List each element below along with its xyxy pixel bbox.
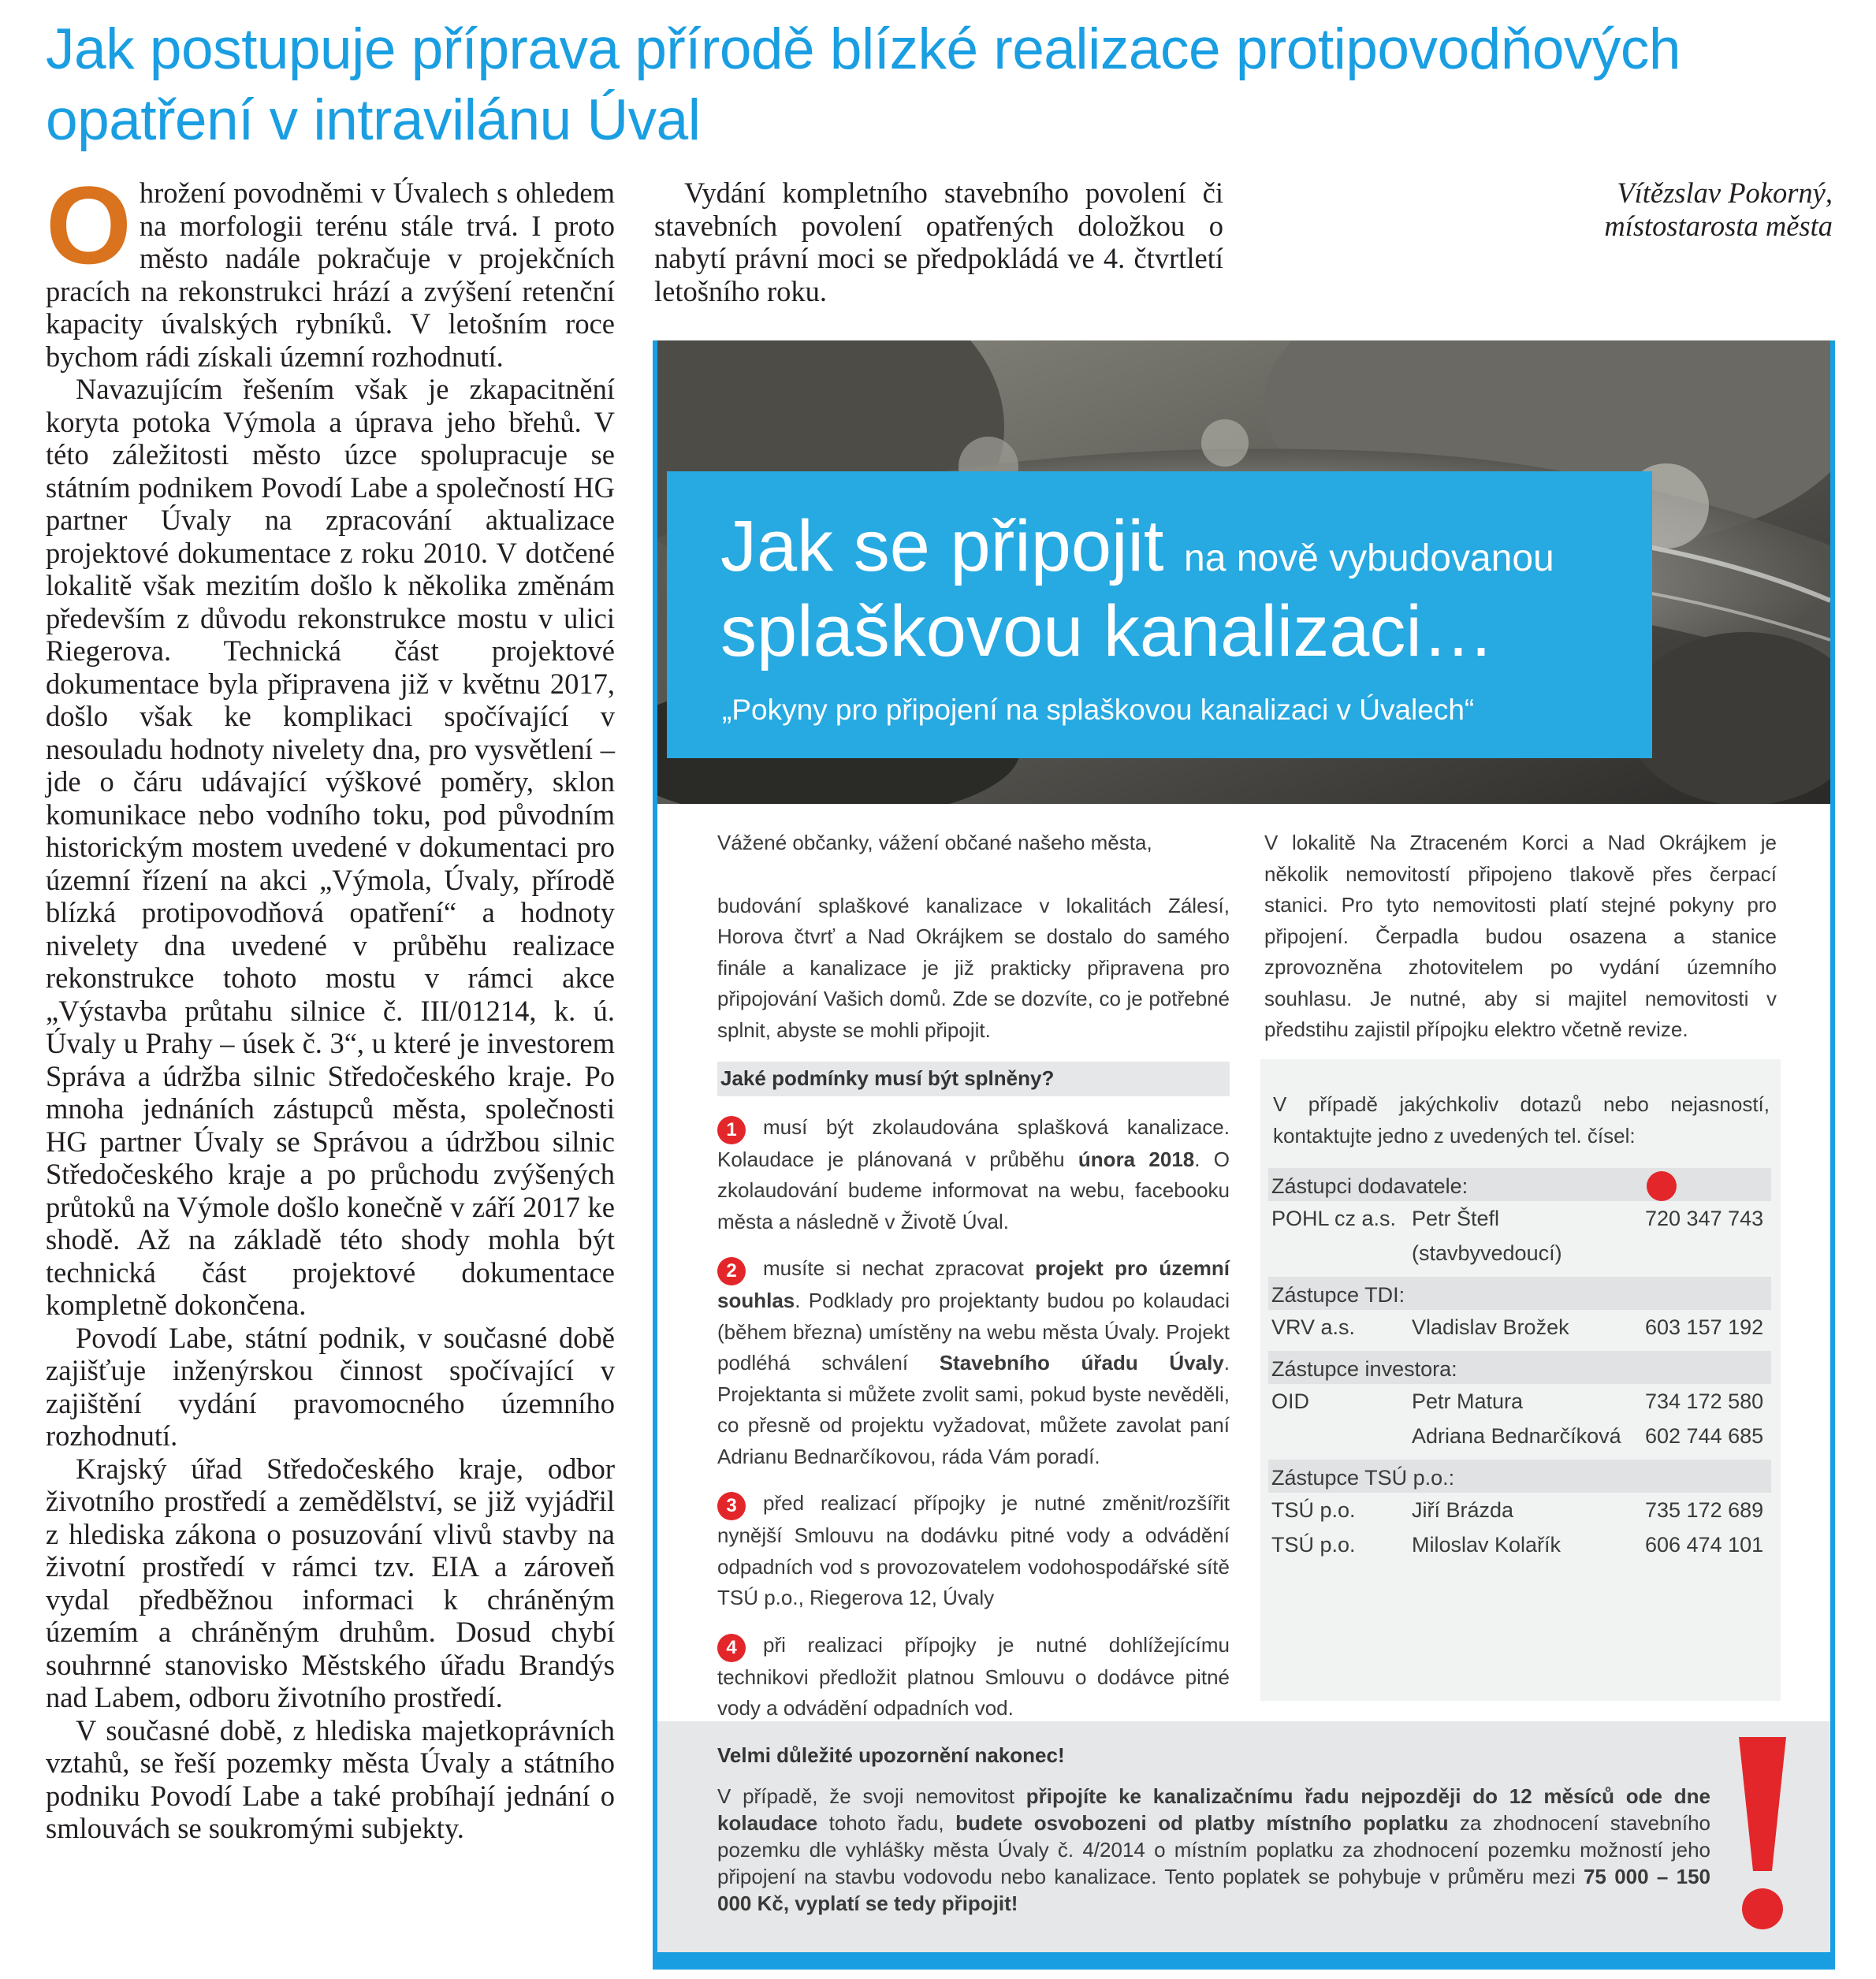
instructions-column xyxy=(717,828,1230,1740)
article-paragraph-2: Navazujícím řešením však je zkapacitnění koryta potoka Výmola a úprava jeho břehů. V této záležitosti město úzce spolupracuje se státním podnikem Povodí Labe a společností HG partner Úvaly na zpracování aktualizace projektové dokumentace z roku 2010. V dotčené lokalitě však mezitím došlo k několika změnám především z důvodu rekonstrukce mostu v ulici Riegerova. Technická část projektové dokumentace byla připravena již v květnu 2017, došlo však ke komplikaci spočívající v nesouladu hodnoty nivelety dna, pro vysvětlení – jde o čáru udávající výškové poměry, sklon komunikace nebo vodního toku, pod původním historickým mostem uvedené v dokumentaci pro územní řízení na akci „Výmola, Úvaly, přírodě blízká protipovodňová opatření“ a hodnoty nivelety dna uvedené v průběhu realizace rekonstrukce tohoto mostu v rámci akce „Výstavba průtahu silnice č. III/01214, k. ú. Úvaly u Prahy – úsek č. 3“, u které je investorem Správa a údržba silnic Středočeského kraje. Po mnoha jednáních zástupců města, společnosti HG partner Úvaly se Správou a údržbou silnic Středočeského kraje a po průchodu zvýšených průtoků na Výmole došlo konečně v září 2017 ke shodě. Až na základě této shody mohla být technická část projektové dokumentace kompletně dokončena. xyxy=(46,373,615,1321)
phone-icon xyxy=(1647,1171,1677,1201)
headline: Jak postupuje příprava přírodě blízké realizace protipovodňových opatření v intravilánu Úval xyxy=(46,17,1681,152)
exclamation-icon xyxy=(1731,1737,1794,1934)
intro-text: budování splaškové kanalizace v lokalitách Zálesí, Horova čtvrť a Nad Okrájkem se dostalo do samého finále a kanalizace je již prakticky připravena pro připojování Vašich domů. Zde se dozvíte, co je potřebné splnit, abyste se mohli připojit. xyxy=(717,893,1230,1042)
contact-row: VRV a.s. Vladislav Brožek 603 157 192 xyxy=(1268,1310,1771,1345)
contact-row: TSÚ p.o. Jiří Brázda 735 172 689 xyxy=(1268,1493,1771,1527)
article-column-2 xyxy=(654,177,1223,307)
right-text: V lokalitě Na Ztraceném Korci a Nad Okrájkem je několik nemovitostí připojeno tlakově přes čerpací stanici. Pro tyto nemovitosti platí stejné pokyny pro připojení. Čerpadla budou osazena a stanice zprovozněna zhotovitelem po vydání územního souhlasu. Je nutné, aby si majitel nemovitosti v předstihu zajistil přípojku elektro včetně revize. xyxy=(1264,831,1777,1041)
contact-group-tsu: Zástupce TSÚ p.o.: xyxy=(1268,1460,1771,1493)
condition-1: 1 musí být zkolaudována splašková kanalizace. Kolaudace je plánovaná v průběhu února 2018. O zkolaudování budeme informovat na webu, facebooku města a následně v Životě Úval. xyxy=(717,1114,1230,1233)
condition-4: 4 při realizaci přípojky je nutné dohlížejícímu technikovi předložit platnou Smlouvu o dodávce pitné vody a odvádění odpadních vod. xyxy=(717,1632,1230,1720)
contacts-table xyxy=(1268,1162,1771,1562)
condition-2: 2 musíte si nechat zpracovat projekt pro územní souhlas. Podklady pro projektanty budou po kolaudaci (během března) umístěny na webu města Úvaly. Projekt podléhá schválení Stavebního úřadu Úvaly. Projektanta si můžete zvolit sami, pokud byste nevěděli, co přesně od projektu vyžadovat, můžete zavolat paní Adrianu Bednarčíkovou, ráda Vám poradí. xyxy=(717,1256,1230,1468)
phone-number[interactable]: 603 157 192 xyxy=(1645,1315,1764,1339)
phone-number[interactable]: 735 172 689 xyxy=(1645,1498,1764,1522)
infobox-subtitle: „Pokyny pro připojení na splaškovou kanalizaci v Úvalech“ xyxy=(722,694,1475,726)
article-column-3 xyxy=(1264,177,1833,242)
article-paragraph-3: Povodí Labe, státní podnik, v současné době zajišťuje inženýrskou činnost spočívající v zajištění vydání pravomocného územního rozhodnutí. xyxy=(46,1321,615,1452)
infobox-title-line-1: Jak se připojit na nově vybudovanou xyxy=(720,506,1554,586)
contact-row: TSÚ p.o. Miloslav Kolařík 606 474 101 xyxy=(1268,1527,1771,1562)
signature-name: Vítězslav Pokorný, xyxy=(1617,177,1833,209)
warning-text: V případě, že svoji nemovitost připojíte ke kanalizačnímu řadu nejpozději do 12 měsíců ode dne kolaudace tohoto řadu, budete osvobozeni od platby místního poplatku za zhodnocení stavebního pozemku dle vyhlášky města Úvaly č. 4/2014 o místním poplatku za zhodnocení pozemku možností jeho připojení na stavbu vodovodu nebo kanalizace. Tento poplatek se pohybuje v průměru mezi 75 000 – 150 000 Kč, vyplatí se tedy připojit! xyxy=(717,1784,1711,1915)
article-column-1 xyxy=(46,163,615,1845)
number-badge-4: 4 xyxy=(717,1634,746,1662)
warning-heading: Velmi důležité upozornění nakonec! xyxy=(717,1743,1065,1767)
sewer-connection-infobox xyxy=(653,340,1835,1970)
phone-number[interactable]: 602 744 685 xyxy=(1645,1424,1764,1448)
number-badge-2: 2 xyxy=(717,1257,746,1285)
signature-role: místostarosta města xyxy=(1604,209,1833,242)
bottom-accent-bar xyxy=(657,1952,1830,1965)
number-badge-1: 1 xyxy=(717,1116,746,1144)
drop-cap: O xyxy=(46,163,132,287)
contact-row: (stavbyvedoucí) xyxy=(1412,1241,1562,1265)
contact-question: V případě jakýchkoliv dotazů nebo nejasností, kontaktujte jedno z uvedených tel. čísel: xyxy=(1273,1092,1770,1148)
article-paragraph-4: Krajský úřad Středočeského kraje, odbor životního prostředí a zemědělství, se již vyjádřil z hlediska zákona o posuzování vlivů stavby na životní prostředí v rámci tzv. EIA a zároveň vydal předběžnou informaci k chráněným územím a chráněným druhům. Dosud chybí souhrnné stanovisko Městského úřadu Brandýs nad Labem, odboru životního prostředí. xyxy=(46,1452,615,1713)
article-paragraph-1: Ohrožení povodněmi v Úvalech s ohledem na morfologii terénu stále trvá. I proto město nadále pokračuje v projekčních pracích na rekonstrukci hrází a zvýšení retenční kapacity úvalských rybníků. V letošním roce bychom rádi získali územní rozhodnutí. xyxy=(46,163,615,373)
contact-row: Adriana Bednarčíková 602 744 685 xyxy=(1268,1419,1771,1453)
contact-group-investor: Zástupce investora: xyxy=(1268,1351,1771,1384)
contact-row: OID Petr Matura 734 172 580 xyxy=(1268,1384,1771,1419)
pressure-connection-note xyxy=(1264,828,1777,1046)
contact-group-supplier: Zástupci dodavatele: xyxy=(1268,1168,1771,1201)
phone-number[interactable]: 734 172 580 xyxy=(1645,1389,1764,1413)
sewer-photo xyxy=(657,340,1830,804)
contacts-box xyxy=(1260,1059,1781,1701)
contact-group-tdi: Zástupce TDI: xyxy=(1268,1277,1771,1310)
contact-row: POHL cz a.s. Petr Štefl 720 347 743 xyxy=(1268,1201,1771,1236)
title-banner xyxy=(667,471,1652,758)
phone-number[interactable]: 606 474 101 xyxy=(1645,1533,1764,1557)
warning-box xyxy=(657,1721,1830,1958)
greeting: Vážené občanky, vážení občané našeho města, xyxy=(717,831,1152,854)
article-paragraph-5: V současné době, z hlediska majetkoprávních vztahů, se řeší pozemky města Úvaly a státního podniku Povodí Labe a také probíhají jednání o smlouvách se soukromými subjekty. xyxy=(46,1713,615,1844)
article-paragraph-6: Vydání kompletního stavebního povolení či stavebních povolení opatřených doložkou o nabytí právní moci se předpokládá ve 4. čtvrtletí letošního roku. xyxy=(654,177,1223,307)
number-badge-3: 3 xyxy=(717,1492,746,1520)
phone-number[interactable]: 720 347 743 xyxy=(1645,1207,1764,1230)
conditions-heading: Jaké podmínky musí být splněny? xyxy=(717,1062,1230,1096)
condition-3: 3 před realizací přípojky je nutné změnit/rozšířit nynější Smlouvu na dodávku pitné vody a odvádění odpadních vod s provozovatelem vodohospodářské sítě TSÚ p.o., Riegerova 12, Úvaly xyxy=(717,1491,1230,1609)
infobox-title-line-2: splaškovou kanalizaci… xyxy=(720,591,1494,671)
